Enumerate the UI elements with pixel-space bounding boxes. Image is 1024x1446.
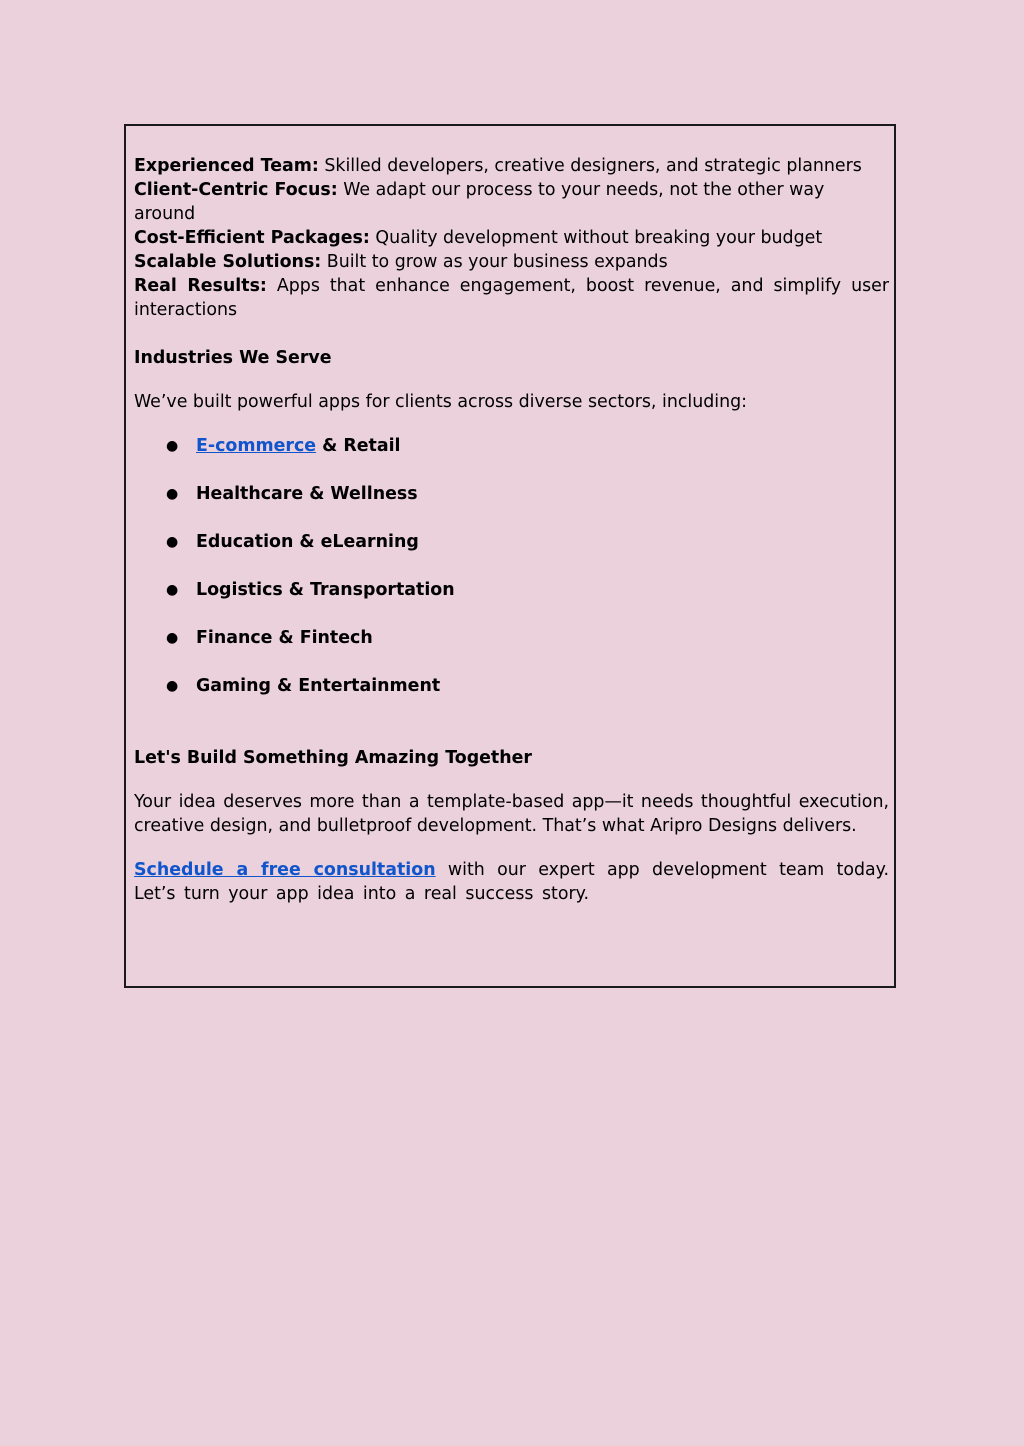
list-item-text: Healthcare & Wellness (196, 484, 418, 504)
bullet-icon: ● (166, 582, 179, 598)
closing-heading: Let's Build Something Amazing Together (134, 748, 532, 768)
benefit-text: Apps that enhance engagement, boost revenue, and simplify user interactions (134, 276, 889, 320)
list-item (134, 530, 889, 554)
list-item (134, 578, 889, 602)
list-item-text: & Retail (316, 436, 401, 456)
cta-text: with our expert app development team today. Let’s turn your app idea into a real success story. (134, 860, 889, 904)
closing-paragraph: Your idea deserves more than a template-based app—it needs thoughtful execution, creative design, and bulletproof development. That’s what Aripro Designs delivers. (134, 792, 889, 836)
benefit-experienced-team (134, 154, 889, 178)
benefit-text: Built to grow as your business expands (321, 252, 668, 272)
bullet-icon: ● (166, 678, 179, 694)
benefit-label: Scalable Solutions: (134, 252, 322, 272)
industries-heading: Industries We Serve (134, 348, 332, 368)
ecommerce-link[interactable]: E-commerce (196, 436, 317, 456)
benefit-scalable (134, 250, 889, 274)
bullet-icon: ● (166, 630, 179, 646)
list-item-text: Logistics & Transportation (196, 580, 455, 600)
industries-list (134, 434, 889, 698)
benefit-label: Experienced Team: (134, 156, 319, 176)
benefit-text: We adapt our process to your needs, not the other way around (134, 180, 825, 224)
list-item-text: Finance & Fintech (196, 628, 373, 648)
benefit-label: Real Results: (134, 276, 267, 296)
schedule-consultation-link[interactable]: Schedule a free consultation (134, 860, 436, 880)
cta-paragraph (134, 858, 889, 906)
list-item (134, 626, 889, 650)
benefit-text: Quality development without breaking your budget (369, 228, 823, 248)
bullet-icon: ● (166, 438, 179, 454)
benefit-real-results (134, 274, 889, 322)
industries-intro: We’ve built powerful apps for clients across diverse sectors, including: (134, 392, 748, 412)
content-box (124, 124, 896, 988)
benefit-cost-efficient (134, 226, 889, 250)
list-item (134, 674, 889, 698)
bullet-icon: ● (166, 534, 179, 550)
benefit-client-centric (134, 178, 889, 226)
bullet-icon: ● (166, 486, 179, 502)
list-item (134, 434, 889, 458)
list-item (134, 482, 889, 506)
list-item-text: Education & eLearning (196, 532, 419, 552)
benefit-text: Skilled developers, creative designers, and strategic planners (318, 156, 862, 176)
benefits-list (134, 154, 889, 322)
benefit-label: Client-Centric Focus: (134, 180, 338, 200)
document-content (134, 154, 889, 906)
list-item-text: Gaming & Entertainment (196, 676, 441, 696)
benefit-label: Cost-Efficient Packages: (134, 228, 370, 248)
